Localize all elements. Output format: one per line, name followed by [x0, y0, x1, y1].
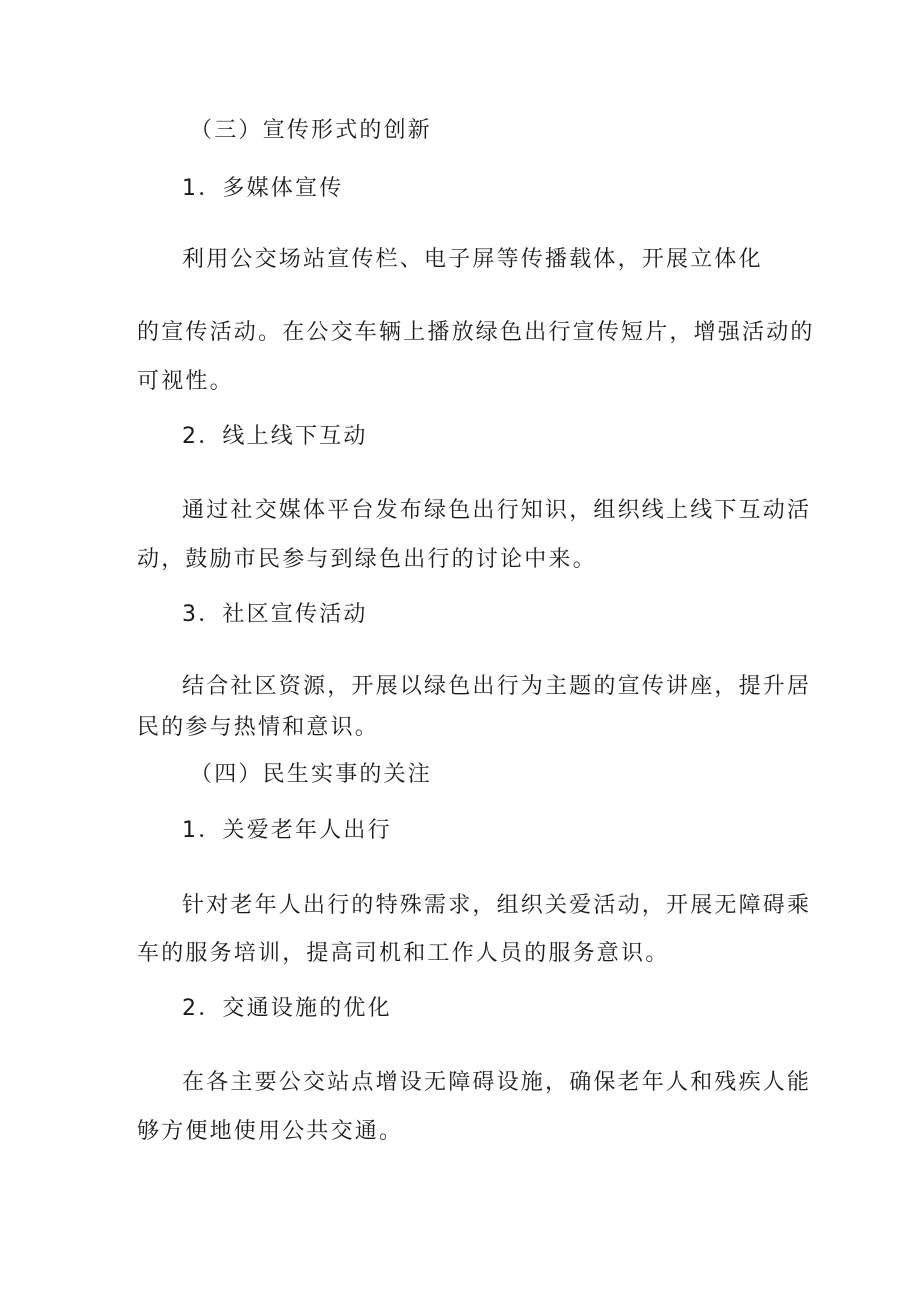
section-3-item-1-paragraph-line-3: 可视性。: [137, 369, 234, 394]
section-3-item-3-paragraph-line-2: 民的参与热情和意识。: [137, 715, 380, 740]
section-3-item-1-paragraph-line-2: 的宣传活动。在公交车辆上播放绿色出行宣传短片，增强活动的: [137, 320, 815, 345]
section-4-item-2-paragraph-line-2: 够方便地使用公共交通。: [137, 1119, 404, 1144]
section-3-item-2-paragraph-line-1: 通过社交媒体平台发布绿色出行知识，组织线上线下互动活: [182, 498, 812, 523]
section-3-item-1-paragraph-line-1: 利用公交场站宣传栏、电子屏等传播载体，开展立体化: [182, 247, 763, 272]
section-3-item-3-paragraph-line-1: 结合社区资源，开展以绿色出行为主题的宣传讲座，提升居: [182, 674, 812, 699]
section-4-heading: （四）民生实事的关注: [190, 762, 433, 787]
section-4-item-1-title: 1．关爱老年人出行: [182, 818, 392, 843]
section-3-item-2-title: 2．线上线下互动: [182, 424, 368, 449]
section-4-item-2-paragraph-line-1: 在各主要公交站点增设无障碍设施，确保老年人和残疾人能: [182, 1070, 812, 1095]
section-4-item-1-paragraph-line-2: 车的服务培训，提高司机和工作人员的服务意识。: [137, 941, 670, 966]
section-4-item-1-paragraph-line-1: 针对老年人出行的特殊需求，组织关爱活动，开展无障碍乘: [182, 893, 812, 918]
section-3-item-2-paragraph-line-2: 动，鼓励市民参与到绿色出行的讨论中来。: [137, 547, 597, 572]
section-3-item-1-title: 1．多媒体宣传: [182, 176, 344, 201]
section-4-item-2-title: 2．交通设施的优化: [182, 996, 392, 1021]
section-3-item-3-title: 3．社区宣传活动: [182, 602, 368, 627]
section-3-heading: （三）宣传形式的创新: [190, 118, 433, 143]
